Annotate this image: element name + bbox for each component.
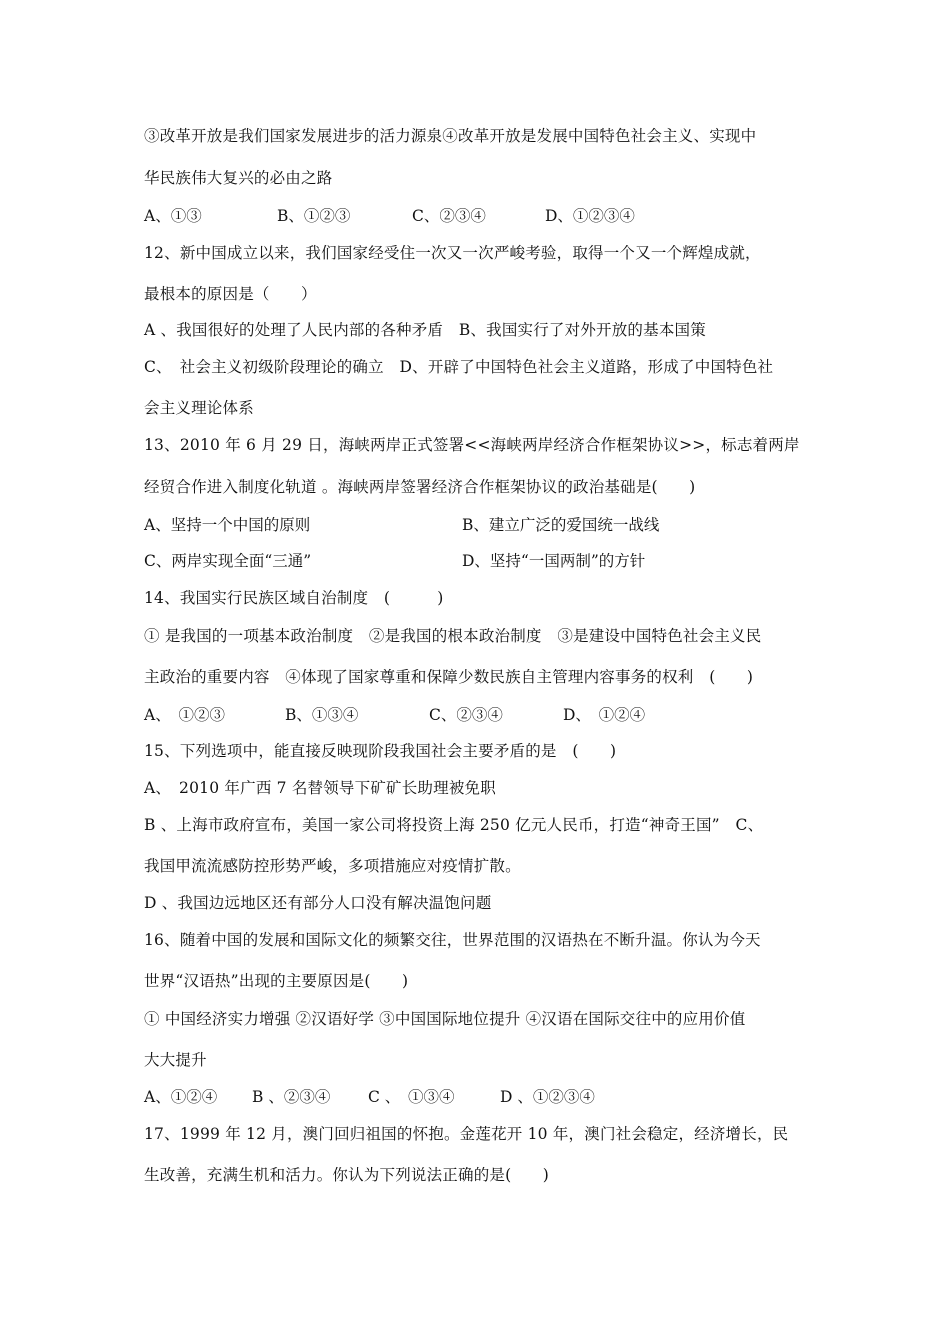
text-line: 会主义理论体系	[144, 399, 254, 417]
q14-option-d: D、 ①②④	[563, 706, 646, 724]
q15-option-a: A、 2010 年广西 7 名替领导下矿矿长助理被免职	[144, 779, 496, 797]
q15-option-c: 我国甲流流感防控形势严峻，多项措施应对疫情扩散。	[144, 857, 521, 875]
q13-stem: 13、2010 年 6 月 29 日，海峡两岸正式签署<<海峡两岸经济合作框架协议>>，标志着两岸	[144, 436, 800, 454]
q11-option-c: C、②③④	[412, 207, 486, 225]
q12-stem: 12、新中国成立以来，我们国家经受住一次又一次严峻考验，取得一个又一个辉煌成就，	[144, 244, 761, 262]
q12-options-ab: A 、我国很好的处理了人民内部的各种矛盾 B、我国实行了对外开放的基本国策	[144, 321, 706, 339]
q11-option-d: D、①②③④	[545, 207, 635, 225]
text-line: 主政治的重要内容 ④体现了国家尊重和保障少数民族自主管理内容事务的权利 ( )	[144, 668, 754, 686]
text-line: 生改善，充满生机和活力。你认为下列说法正确的是( )	[144, 1166, 549, 1184]
q15-option-b: B 、上海市政府宣布，美国一家公司将投资上海 250 亿元人民币，打造“神奇王国” C、	[144, 816, 764, 834]
q11-option-a: A、①③	[144, 207, 202, 225]
text-line: ① 是我国的一项基本政治制度 ②是我国的根本政治制度 ③是建设中国特色社会主义民	[144, 627, 762, 645]
q15-stem: 15、下列选项中，能直接反映现阶段我国社会主要矛盾的是 ( )	[144, 742, 617, 760]
q13-option-c: C、两岸实现全面“三通”	[144, 552, 312, 570]
text-line: ③改革开放是我们国家发展进步的活力源泉④改革开放是发展中国特色社会主义、实现中	[144, 127, 757, 145]
q11-option-b: B、①②③	[277, 207, 351, 225]
text-line: 世界“汉语热”出现的主要原因是( )	[144, 972, 409, 990]
q16-option-d: D 、①②③④	[500, 1088, 595, 1106]
q15-option-d: D 、我国边远地区还有部分人口没有解决温饱问题	[144, 894, 492, 912]
q16-stem: 16、随着中国的发展和国际文化的频繁交往，世界范围的汉语热在不断升温。你认为今天	[144, 931, 761, 949]
q14-option-a: A、 ①②③	[144, 706, 225, 724]
q16-option-c: C 、 ①③④	[368, 1088, 455, 1106]
q16-option-a: A、①②④	[144, 1088, 218, 1106]
q13-option-a: A、坚持一个中国的原则	[144, 516, 311, 534]
q16-option-b: B 、②③④	[252, 1088, 331, 1106]
text-line: 最根本的原因是（ ）	[144, 285, 317, 303]
text-line: ① 中国经济实力增强 ②汉语好学 ③中国国际地位提升 ④汉语在国际交往中的应用价值	[144, 1010, 746, 1028]
q13-option-d: D、坚持“一国两制”的方针	[462, 552, 646, 570]
q14-stem: 14、我国实行民族区域自治制度 ( )	[144, 589, 444, 607]
q14-option-b: B、①③④	[285, 706, 359, 724]
text-line: 经贸合作进入制度化轨道 。海峡两岸签署经济合作框架协议的政治基础是( )	[144, 478, 696, 496]
q14-option-c: C、②③④	[429, 706, 503, 724]
q13-option-b: B、建立广泛的爱国统一战线	[462, 516, 660, 534]
text-line: 大大提升	[144, 1051, 207, 1069]
q12-options-cd: C、 社会主义初级阶段理论的确立 D、开辟了中国特色社会主义道路，形成了中国特色社	[144, 358, 774, 376]
q17-stem: 17、1999 年 12 月，澳门回归祖国的怀抱。金莲花开 10 年，澳门社会稳定，经济增长，民	[144, 1125, 789, 1143]
text-line: 华民族伟大复兴的必由之路	[144, 169, 333, 187]
